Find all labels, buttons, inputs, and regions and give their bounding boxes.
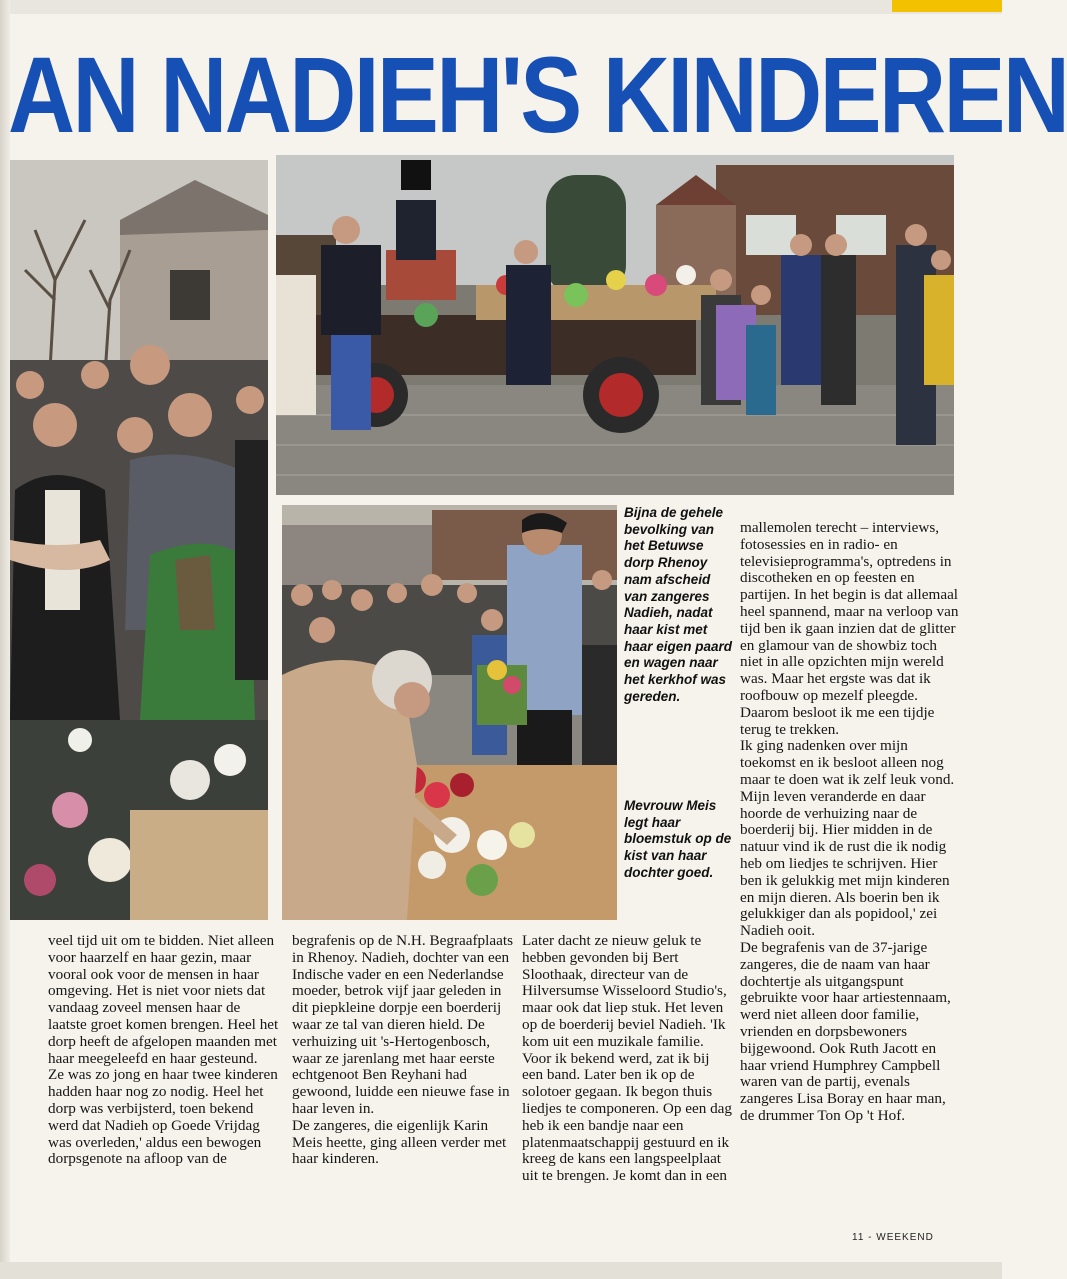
photo-crowd-left bbox=[10, 160, 268, 920]
paragraph: Ze was zo jong en haar twee kinderen hadden haar nog zo nodig. Heel het dorp was verbijsterd, toen bekend werd dat Nadieh op Goede Vrijdag was overleden,' aldus een bewogen dorpsgenote na afloop van de bbox=[48, 1066, 278, 1168]
photo-caption-grave: Mevrouw Meis legt haar bloemstuk op de kist van haar dochter goed. bbox=[624, 798, 732, 880]
paragraph: De begrafenis van de 37-jarige zangeres, die de naam van haar dochtertje als uitgangspunt gebruikte voor haar artiestennaam, werd niet alleen door familie, vrienden en dorpsbewoners bijgewoond. Ook Ruth Jacott en haar vriend Humphrey Campbell waren van de partij, evenals zangeres Lisa Boray en haar man, de drummer Ton Op 't Hof. bbox=[740, 938, 951, 1124]
headline: AN NADIEH'S KINDEREN bbox=[8, 34, 1067, 155]
paragraph: Ik ging nadenken over mijn toekomst en ik besloot alleen nog maar te doen wat ik zelf leuk vond. Mijn leven veranderde en daar hoorde de verhuizing naar de boerderij bij. Hier midden in de natuur vind ik de rust die ik nodig heb om liedjes te schrijven. Hier ben ik gelukkig met mijn kinderen en mijn dieren. Als boerin ben ik gelukkiger dan als popidool,' zei Nadieh ooit. bbox=[740, 737, 955, 940]
yellow-tab bbox=[892, 0, 1002, 12]
article-column-3 bbox=[522, 933, 734, 1185]
article-column-2 bbox=[292, 933, 514, 1168]
paragraph: begrafenis op de N.H. Begraafplaats in Rhenoy. Nadieh, dochter van een Indische vader en een Nederlandse moeder, betrok vijf jaar geleden in dit piepkleine dorpje een boerderij waar ze tal van dieren hield. De verhuizing uit 's-Hertogenbosch, waar ze jarenlang met haar eerste echtgenoot Ben Reyhani had gewoond, luidde een nieuwe fase in haar leven in. bbox=[292, 932, 513, 1117]
paragraph: veel tijd uit om te bidden. Niet alleen voor haarzelf en haar gezin, maar vooral ook voor de mensen in haar omgeving. Het is niet voor niets dat vandaag zoveel mensen haar de laatste groet komen brengen. Heel het dorp heeft de afgelopen maanden met haar meegeleefd en haar gesteund. bbox=[48, 932, 279, 1067]
page-gutter bbox=[0, 0, 10, 1279]
page-top-edge bbox=[0, 0, 1002, 14]
paragraph: Later dacht ze nieuw geluk te hebben gevonden bij Bert Sloothaak, directeur van de Hilversumse Wisseloord Studio's, maar ook dat liep stuk. Het leven op de boerderij beviel Nadieh. 'Ik kom uit een muzikale familie. Voor ik bekend werd, zat ik bij een band. Later ben ik op de solotoer gegaan. Ik begon thuis liedjes te componeren. Op een dag heb ik een bandje naar een platenmaatschappij gestuurd en ik kreeg de kans een langspeelplaat uit te brengen. Je komt dan in een bbox=[522, 932, 733, 1185]
article-column-1 bbox=[48, 933, 280, 1168]
article-column-4 bbox=[740, 520, 960, 1125]
paragraph: mallemolen terecht – interviews, fotosessies en in radio- en televisieprogramma's, optredens in discotheken en op feesten en partijen. In het begin is dat allemaal heel spannend, maar na verloop van tijd ben ik gaan inzien dat de glitter en glamour van de showbiz toch niet in alle opzichten mijn wereld was. Maar het ergste was dat ik roofbouw op mezelf pleegde. Daarom besloot ik me een tijdje terug te trekken. bbox=[740, 519, 959, 738]
paragraph: De zangeres, die eigenlijk Karin Meis heette, ging alleen verder met haar kinderen. bbox=[292, 1116, 507, 1168]
page-folio: 11 - WEEKEND bbox=[852, 1232, 934, 1243]
photo-grave bbox=[282, 505, 617, 920]
photo-caption-procession: Bijna de gehele bevolking van het Betuwse dorp Rhenoy nam afscheid van zangeres Nadieh, nadat haar kist met haar eigen paard en wagen naar het kerkhof was gereden. bbox=[624, 505, 733, 704]
page-bottom-edge bbox=[0, 1262, 1002, 1279]
photo-procession bbox=[276, 155, 954, 495]
